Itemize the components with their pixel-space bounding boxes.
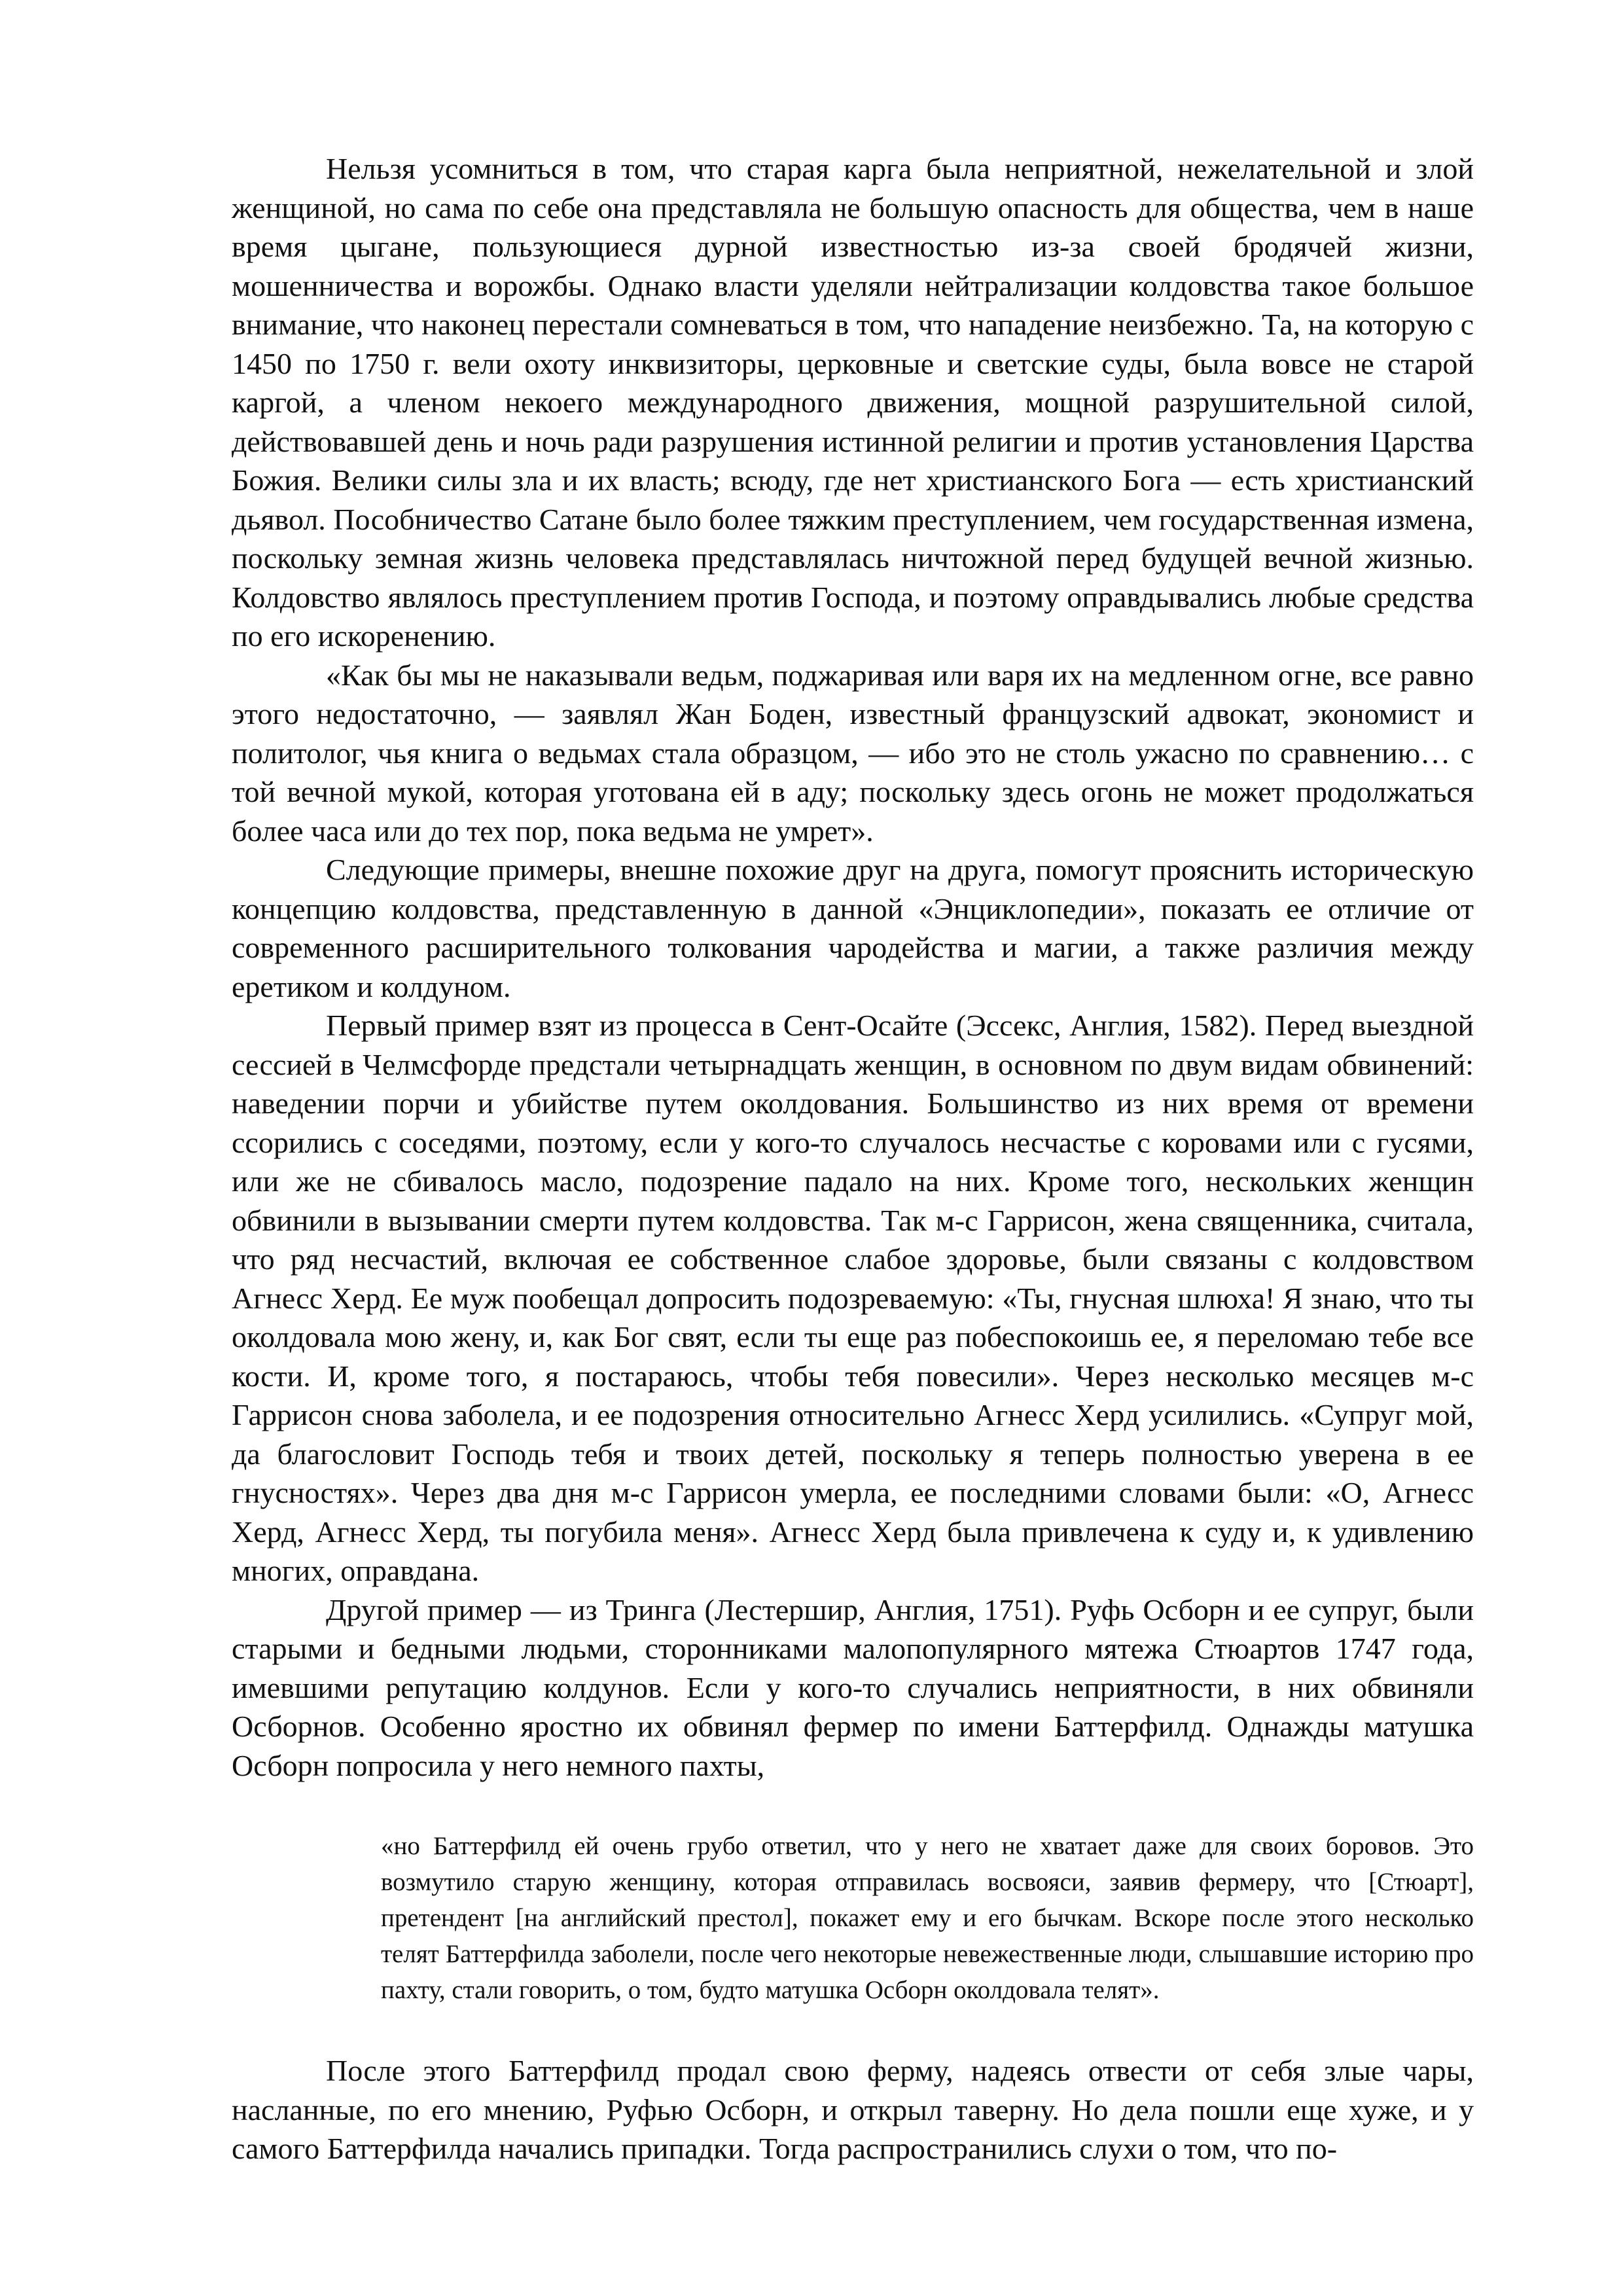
body-text [232,149,1474,2168]
paragraph-5: Другой пример — из Тринга (Лестершир, Англия, 1751). Руфь Осборн и ее супруг, были старыми и бедными людьми, сторонниками малопопулярного мятежа Стюартов 1747 года, имевшими репутацию колдунов. Если у кого-то случались неприятности, в них обвиняли Осборнов. Особенно яростно их обвинял фермер по имени Баттерфилд. Однажды матушка Осборн попросила у него немного пахты, [232,1592,1474,1782]
paragraph-4: Первый пример взят из процесса в Сент-Осайте (Эссекс, Англия, 1582). Перед выездной сессией в Челмсфорде предстали четырнадцать женщин, в основном по двум видам обвинений: наведении порчи и убийстве путем околдования. Большинство из них время от времени ссорились с соседями, поэтому, если у кого-то случалось несчастье с коровами или с гусями, или же не сбивалось масло, подозрение падало на них. Кроме того, нескольких женщин обвинили в вызывании смерти путем колдовства. Так м-с Гаррисон, жена священника, считала, что ряд несчастий, включая ее собственное слабое здоровье, были связаны с колдовством Агнесс Херд. Ее муж пообещал допросить подозреваемую: «Ты, гнусная шлюха! Я знаю, что ты околдовала мою жену, и, как Бог свят, если ты еще раз побеспокоишь ее, я переломаю тебе все кости. И, кроме того, я постараюсь, чтобы тебя повесили». Через несколько месяцев м-с Гаррисон снова заболела, и ее подозрения относительно Агнесс Херд усилились. «Супруг мой, да благословит Господь тебя и твоих детей, поскольку я теперь полностью уверена в ее гнусностях». Через два дня м-с Гаррисон умерла, ее последними словами были: «О, Агнесс Херд, Агнесс Херд, ты погубила меня». Агнесс Херд была привлечена к суду и, к удивлению многих, оправдана. [232,1009,1474,1587]
paragraph-closing: После этого Баттерфилд продал свою ферму, надеясь отвести от себя злые чары, насланные, по его мнению, Руфью Осборн, и открыл таверну. Но дела пошли еще хуже, и у самого Баттерфилда начались припадки. Тогда распространились слухи о том, что по- [232,2054,1474,2165]
paragraph-2: «Как бы мы не наказывали ведьм, поджаривая или варя их на медленном огне, все равно этого недостаточно, — заявлял Жан Боден, известный французский адвокат, экономист и политолог, чья книга о ведьмах стала образцом, — ибо это не столь ужасно по сравнению… с той вечной мукой, которая уготована ей в аду; поскольку здесь огонь не может продолжаться более часа или до тех пор, пока ведьма не умрет». [232,658,1474,848]
paragraph-1: Нельзя усомниться в том, что старая карга была неприятной, нежелательной и злой женщиной, но сама по себе она представляла не большую опасность для общества, чем в наше время цыгане, пользующиеся дурной известностью из-за своей бродячей жизни, мошенничества и ворожбы. Однако власти уделяли нейтрализации колдовства такое большое внимание, что наконец перестали сомневаться в том, что нападение неизбежно. Та, на которую с 1450 по 1750 г. вели охоту инквизиторы, церковные и светские суды, была вовсе не старой каргой, а членом некоего международного движения, мощной разрушительной силой, действовавшей день и ночь ради разрушения истинной религии и против установления Царства Божия. Велики силы зла и их власть; всюду, где нет христианского Бога — есть христианский дьявол. Пособничество Сатане было более тяжким преступлением, чем государственная измена, поскольку земная жизнь человека представлялась ничтожной перед будущей вечной жизнью. Колдовство являлось преступлением против Господа, и поэтому оправдывались любые средства по его искоренению. [232,152,1474,653]
block-quote: «но Баттерфилд ей очень грубо ответил, что у него не хватает даже для своих боровов. Это возмутило старую женщину, которая отправилась восвояси, заявив фермеру, что [Стюарт], претендент [на английский престол], покажет ему и его бычкам. Вскоре после этого несколько телят Баттерфилда заболели, после чего некоторые невежественные люди, слышавшие историю про пахту, стали говорить, о том, будто матушка Осборн околдовала телят». [381,1832,1474,2004]
paragraph-3: Следующие примеры, внешне похожие друг на друга, помогут прояснить историческую концепцию колдовства, представленную в данной «Энциклопедии», показать ее отличие от современного расширительного толкования чародейства и магии, а также различия между еретиком и колдуном. [232,853,1474,1003]
